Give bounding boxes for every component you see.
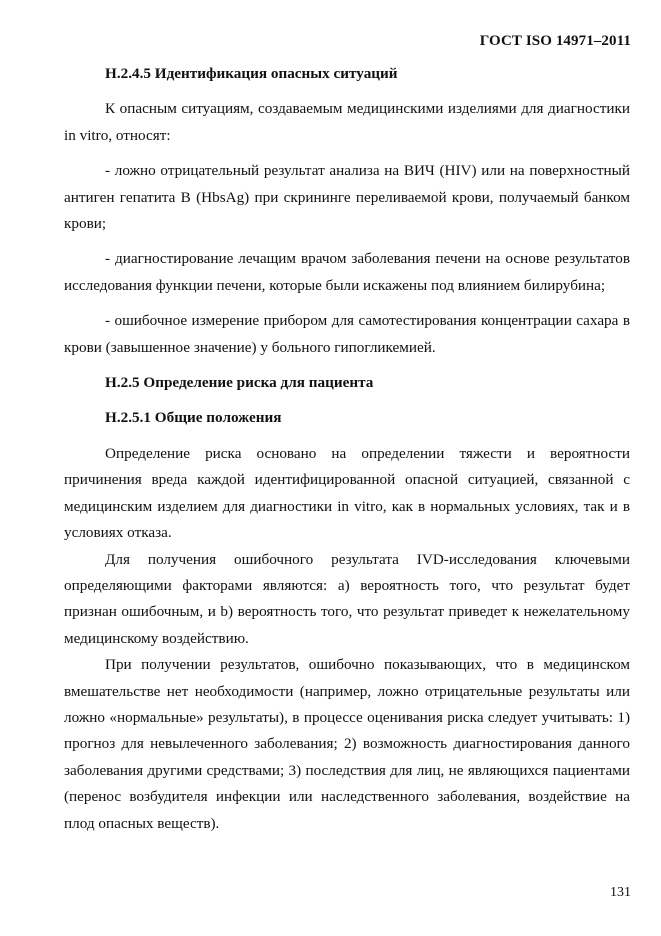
page-content [64,61,630,837]
list-item-hazard-2: - диагностирование лечащим врачом заболевания печени на основе результатов исследования функции печени, которые были искажены под влиянием билирубина; [64,250,630,294]
section-heading-h245: H.2.4.5 Идентификация опасных ситуаций [105,65,398,82]
document-code-header: ГОСТ ISO 14971–2011 [479,33,631,49]
section-heading-h251: H.2.5.1 Общие положения [105,409,282,427]
paragraph-h245-intro: К опасным ситуациям, создаваемым медицинскими изделиями для диагностики in vitro, относят: [64,100,630,144]
list-item-hazard-1: - ложно отрицательный результат анализа на ВИЧ (HIV) или на поверхностный антиген гепатита В (HbsAg) при скрининге переливаемой крови, получаемый банком крови; [64,162,630,233]
page-number: 131 [610,885,631,900]
paragraph-h251-1: Определение риска основано на определении тяжести и вероятности причинения вреда каждой идентифицированной опасной ситуацией, связанной с медицинским изделием для диагностики in vitro, как в нормальных условиях, так и в условиях отказа. [64,444,630,542]
paragraph-h251-2: Для получения ошибочного результата IVD-исследования ключевыми определяющими факторами являются: a) вероятность того, что результат будет признан ошибочным, и b) вероятность того, что результат приведет к нежелательному медицинскому воздействию. [64,550,630,647]
section-heading-h25: H.2.5 Определение риска для пациента [105,374,374,392]
paragraph-h251-3: При получении результатов, ошибочно показывающих, что в медицинском вмешательстве нет необходимости (например, ложно отрицательные результаты или ложно «нормальные» результаты), в процессе оценивания риска следует учитывать: 1) прогноз для невылеченного заболевания; 2) возможность диагностирования данного заболевания другими средствами; 3) последствия для лиц, не являющихся пациентами (перенос возбудителя инфекции или наследственного заболевания, воздействие на плод опасных веществ). [64,656,630,832]
list-item-hazard-3: - ошибочное измерение прибором для самотестирования концентрации сахара в крови (завышенное значение) у больного гипогликемией. [64,312,630,356]
